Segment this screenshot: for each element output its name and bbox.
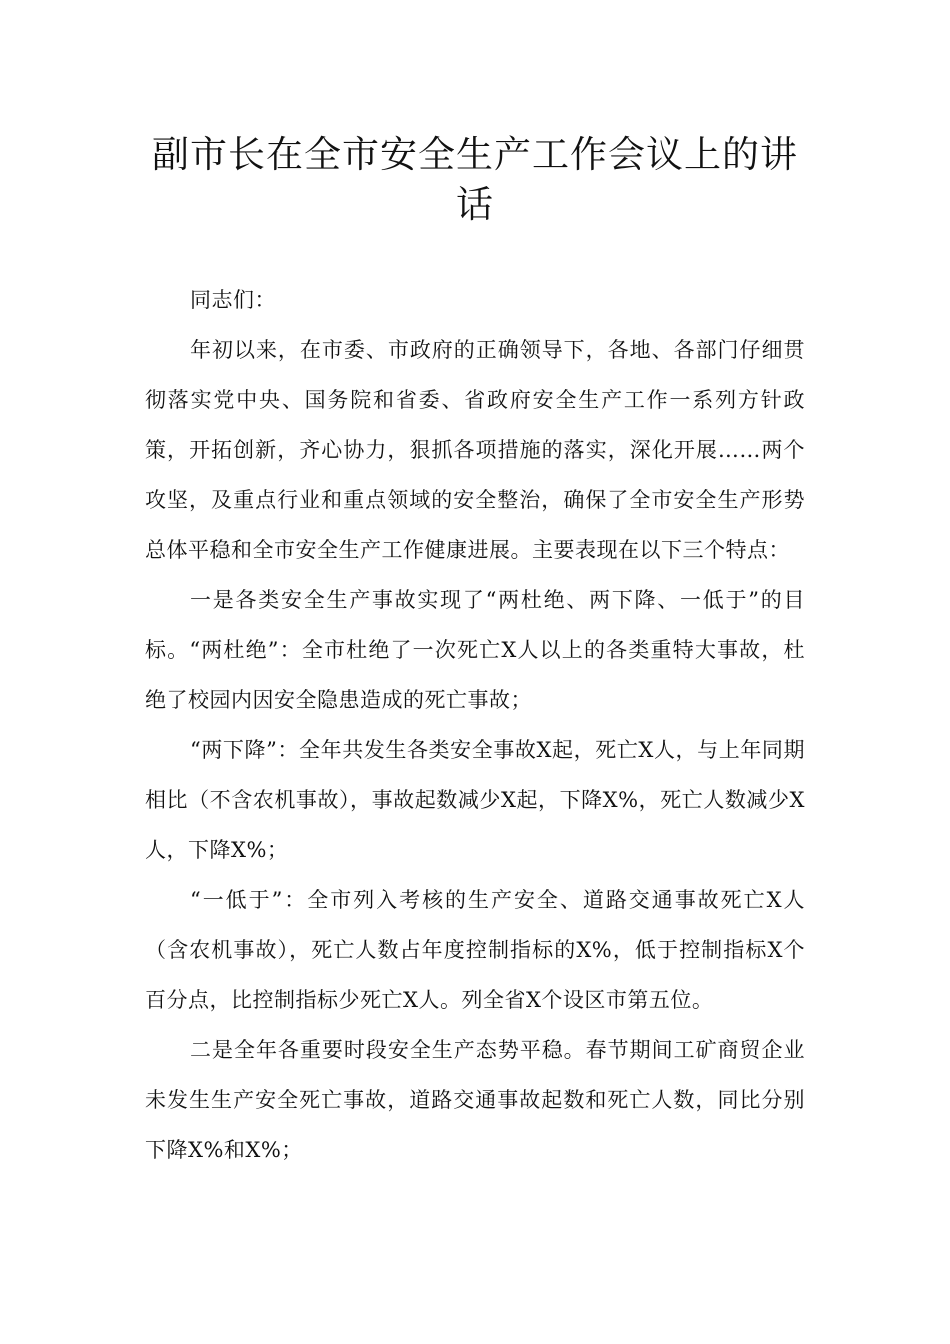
- paragraph-point-one: 一是各类安全生产事故实现了“两杜绝、两下降、一低于”的目标。“两杜绝”：全市杜绝了一次死亡X人以上的各类重特大事故，杜绝了校园内因安全隐患造成的死亡事故；: [145, 588, 805, 712]
- document-body: [145, 275, 805, 1175]
- document-title: 副市长在全市安全生产工作会议上的讲话: [152, 133, 798, 226]
- paragraph-intro: 年初以来，在市委、市政府的正确领导下，各地、各部门仔细贯彻落实党中央、国务院和省委、省政府安全生产工作一系列方针政策，开拓创新，齐心协力，狠抓各项措施的落实，深化开展……两个攻坚，及重点行业和重点领域的安全整治，确保了全市安全生产形势总体平稳和全市安全生产工作健康进展。主要表现在以下三个特点：: [145, 338, 805, 562]
- paragraph-two-decline: “两下降”：全年共发生各类安全事故X起，死亡X人，与上年同期相比（不含农机事故），事故起数减少X起，下降X%，死亡人数减少X人，下降X%；: [145, 738, 805, 862]
- paragraph-point-two: 二是全年各重要时段安全生产态势平稳。春节期间工矿商贸企业未发生生产安全死亡事故，道路交通事故起数和死亡人数，同比分别下降X%和X%；: [145, 1038, 805, 1162]
- paragraph-salutation: 同志们：: [190, 288, 276, 312]
- paragraph-one-lower: “一低于”：全市列入考核的生产安全、道路交通事故死亡X人（含农机事故），死亡人数占年度控制指标的X%，低于控制指标X个百分点，比控制指标少死亡X人。列全省X个设区市第五位。: [145, 888, 805, 1012]
